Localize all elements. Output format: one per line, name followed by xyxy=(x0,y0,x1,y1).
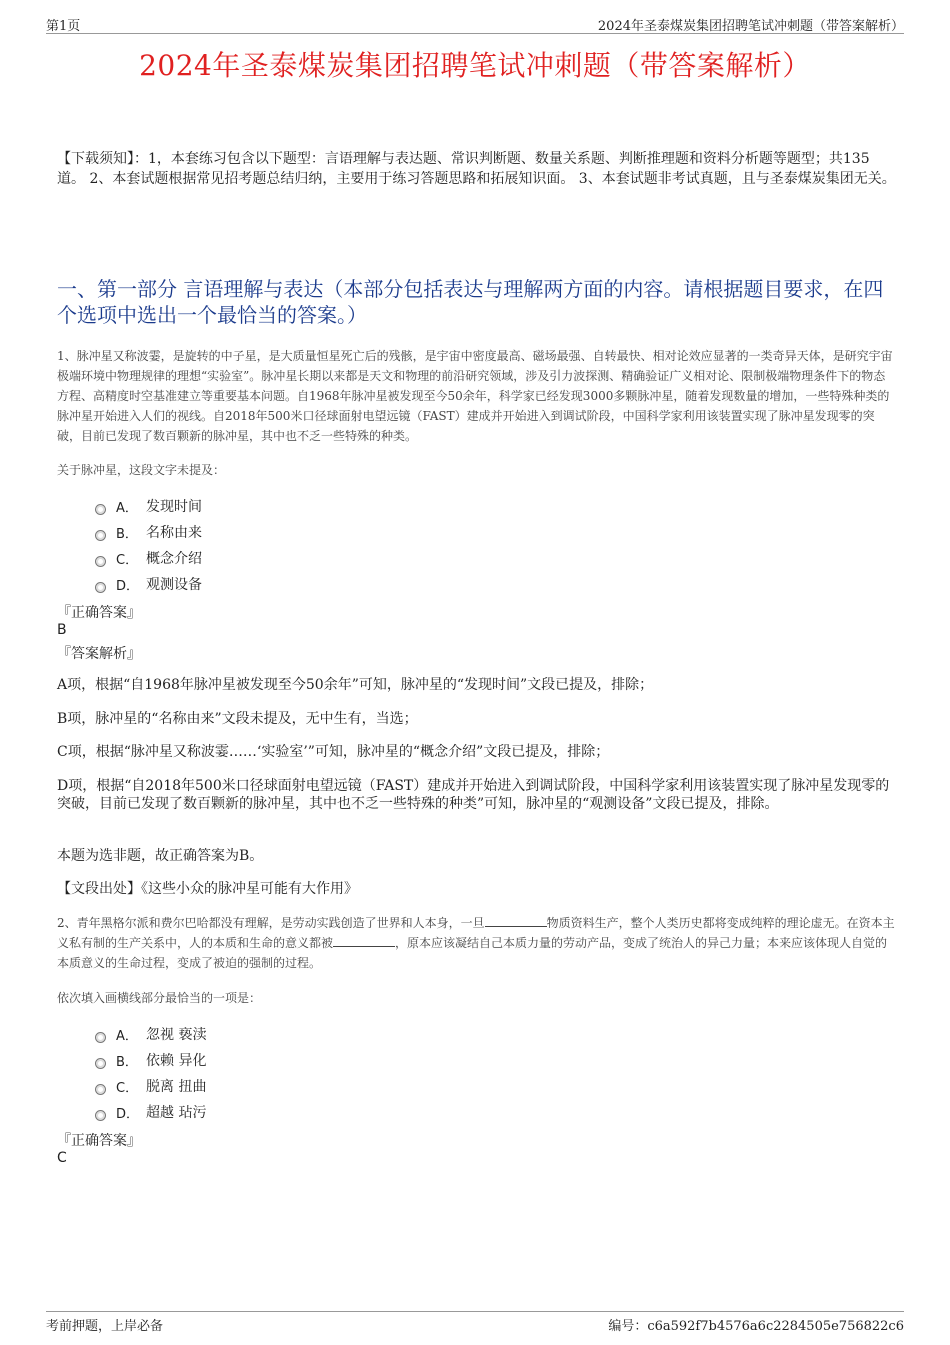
question-2-options xyxy=(95,1021,206,1125)
radio-icon[interactable] xyxy=(95,1058,106,1069)
source-note: 【文段出处】《这些小众的脉冲星可能有大作用》 xyxy=(57,881,358,897)
section-heading: 一、第一部分 言语理解与表达（本部分包括表达与理解两方面的内容。请根据题目要求，在四个选项中选出一个最恰当的答案。） xyxy=(57,277,884,327)
answer-value: B xyxy=(57,622,67,638)
analysis-d: D项，根据“自2018年500米口径球面射电望远镜（FAST）建成并开始进入到调试阶段，中国科学家利用该装置实现了脉冲星发现零的突破，目前已发现了数百颗新的脉冲星，其中也不乏一些特殊的种类”可知，脉冲星的“观测设备”文段已提及，排除。 xyxy=(57,778,890,812)
radio-icon[interactable] xyxy=(95,582,106,593)
radio-icon[interactable] xyxy=(95,1032,106,1043)
analysis-conclusion: 本题为选非题，故正确答案为B。 xyxy=(57,848,264,864)
footer-slogan: 考前押题，上岸必备 xyxy=(46,1319,164,1334)
radio-icon[interactable] xyxy=(95,1084,106,1095)
page-header xyxy=(46,13,904,34)
radio-icon[interactable] xyxy=(95,530,106,541)
option-c[interactable]: C． 脱离 扭曲 xyxy=(95,1073,206,1099)
question-1-text: 1、脉冲星又称波霎，是旋转的中子星，是大质量恒星死亡后的残骸，是宇宙中密度最高、磁场最强、自转最快、相对论效应显著的一类奇异天体，是研究宇宙极端环境中物理规律的理想“实验室”。脉冲星长期以来都是天文和物理的前沿研究领域，涉及引力波探测、精确验证广义相对论、限制极端物理条件下的物态方程、高精度时空基准建立等重要基本问题。自1968年脉冲星被发现至今50余年，科学家已经发现3000多颗脉冲星，随着发现数量的增加，一些特殊种类的脉冲星开始进入人们的视线。自2018年500米口径球面射电望远镜（FAST）建成并开始进入到调试阶段，中国科学家利用该装置实现了脉冲星发现零的突破，目前已发现了数百颗新的脉冲星，其中也不乏一些特殊的种类。 xyxy=(57,349,893,443)
question-1-stem: 关于脉冲星，这段文字未提及： xyxy=(57,463,226,477)
footer-doc-id: 编号：c6a592f7b4576a6c2284505e756822c6 xyxy=(608,1319,904,1334)
option-d[interactable]: D． 观测设备 xyxy=(95,571,202,597)
answer-value-2: C xyxy=(57,1150,67,1166)
option-a[interactable]: A． 发现时间 xyxy=(95,493,202,519)
page-title: 2024年圣泰煤炭集团招聘笔试冲刺题（带答案解析） xyxy=(139,49,811,82)
header-doc-title: 2024年圣泰煤炭集团招聘笔试冲刺题（带答案解析） xyxy=(597,19,904,34)
radio-icon[interactable] xyxy=(95,1110,106,1121)
option-d[interactable]: D． 超越 玷污 xyxy=(95,1099,206,1125)
page-number: 第1页 xyxy=(46,19,81,34)
page-footer xyxy=(46,1311,904,1332)
question-2-text: 2、青年黑格尔派和费尔巴哈都没有理解，是劳动实践创造了世界和人本身，一旦 物质资料生产，整个人类历史都将变成纯粹的理论虚无。在资本主义私有制的生产关系中，人的本质和生命的意义都被 ，原本应该凝结自己本质力量的劳动产品，变成了统治人的异己力量；本来应该体现人自觉的本质意义的生命过程，变成了被迫的强制的过程。 xyxy=(57,916,895,970)
analysis-c: C项，根据“脉冲星又称波霎……‘实验室’”可知，脉冲星的“概念介绍”文段已提及，排除； xyxy=(57,744,610,760)
answer-label: 『正确答案』 xyxy=(57,605,141,621)
option-b[interactable]: B． 依赖 异化 xyxy=(95,1047,206,1073)
radio-icon[interactable] xyxy=(95,504,106,515)
download-notice: 【下载须知】：1，本套练习包含以下题型：言语理解与表达题、常识判断题、数量关系题、判断推理题和资料分析题等题型；共135道。 2、本套试题根据常见招考题总结归纳，主要用于练习答题思路和拓展知识面。 3、本套试题非考试真题，且与圣泰煤炭集团无关。 xyxy=(57,151,896,187)
fill-blank-2[interactable] xyxy=(333,934,395,947)
analysis-a: A项，根据“自1968年脉冲星被发现至今50余年”可知，脉冲星的“发现时间”文段已提及，排除； xyxy=(57,677,654,693)
analysis-label: 『答案解析』 xyxy=(57,646,141,662)
fill-blank-1[interactable] xyxy=(485,914,547,927)
radio-icon[interactable] xyxy=(95,556,106,567)
question-1-options xyxy=(95,493,202,597)
analysis-b: B项，脉冲星的“名称由来”文段未提及，无中生有，当选； xyxy=(57,711,418,727)
answer-label-2: 『正确答案』 xyxy=(57,1133,141,1149)
option-b[interactable]: B． 名称由来 xyxy=(95,519,202,545)
question-2-stem: 依次填入画横线部分最恰当的一项是： xyxy=(57,991,262,1005)
option-a[interactable]: A． 忽视 亵渎 xyxy=(95,1021,206,1047)
option-c[interactable]: C． 概念介绍 xyxy=(95,545,202,571)
